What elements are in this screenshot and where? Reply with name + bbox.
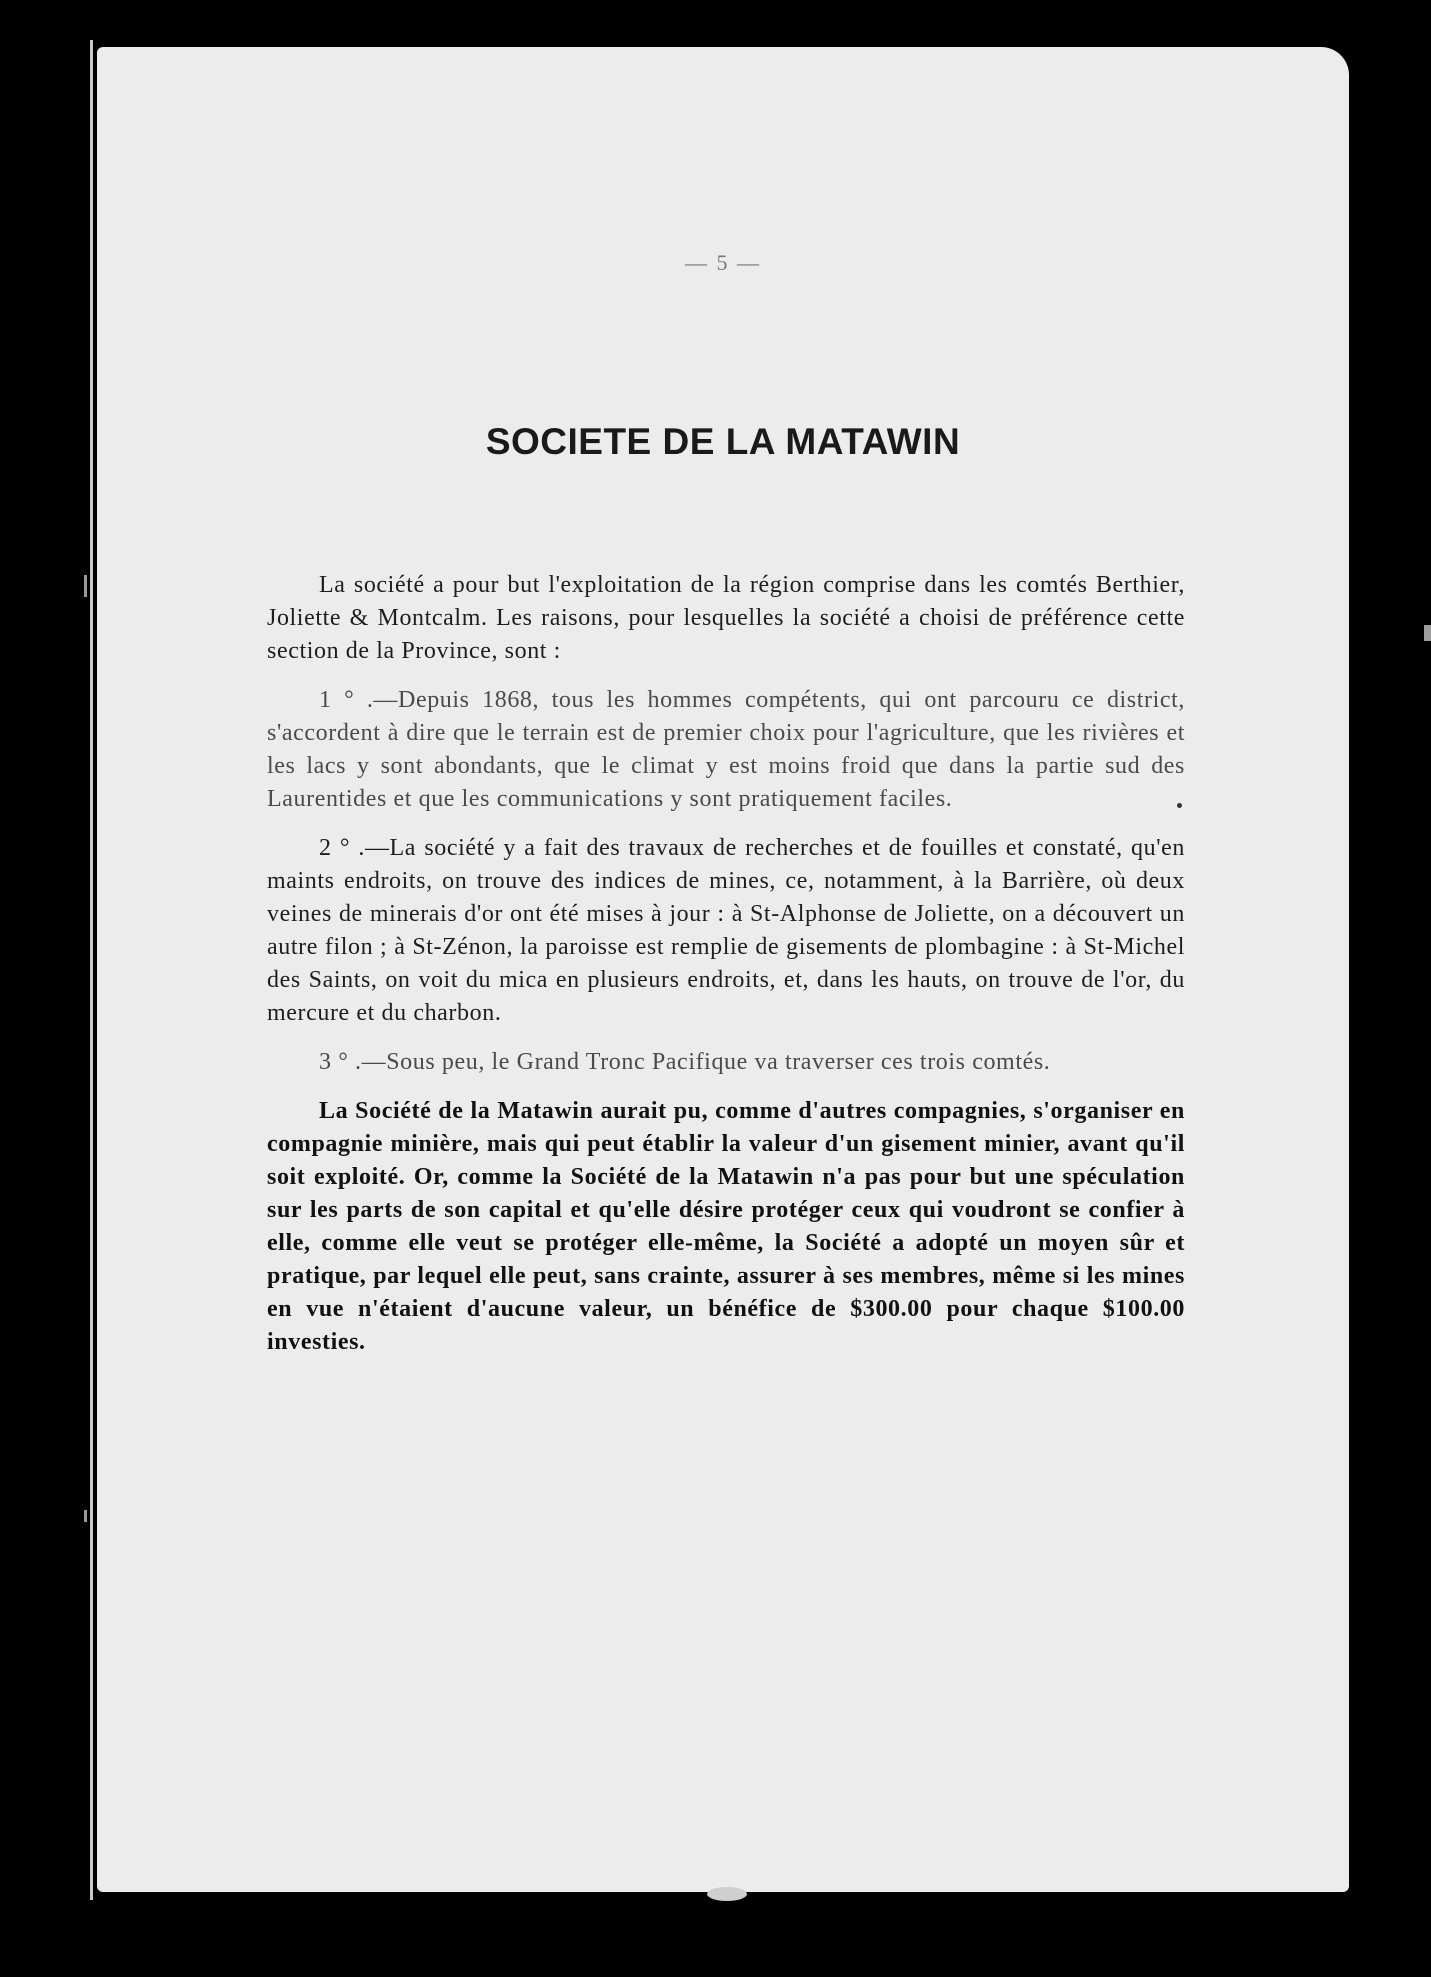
document-page <box>97 47 1349 1892</box>
paragraph-intro: La société a pour but l'exploitation de la région comprise dans les comtés Berthier, Joliette & Montcalm. Les raisons, pour lesquelles la société a choisi de préférence cette section de la Province, sont : <box>267 572 1185 664</box>
edge-mark <box>1424 625 1431 641</box>
body-text <box>267 569 1185 1375</box>
binding-edge <box>90 40 93 1900</box>
print-smudge <box>707 1887 747 1901</box>
paragraph-point-1: 1 ° .—Depuis 1868, tous les hommes compétents, qui ont parcouru ce district, s'accordent à dire que le terrain est de premier choix pour l'agriculture, que les rivières et les lacs y sont abondants, que le climat y est moins froid que dans la partie sud des Laurentides et que les communications y sont pratiquement faciles. <box>267 687 1185 812</box>
margin-mark <box>84 1510 87 1522</box>
ink-dot <box>1177 803 1182 808</box>
paragraph-point-2: 2 ° .—La société y a fait des travaux de recherches et de fouilles et constaté, qu'en maints endroits, on trouve des indices de mines, ce, notamment, à la Barrière, où deux veines de minerais d'or ont été mises à jour : à St-Alphonse de Joliette, on a découvert un autre filon ; à St-Zénon, la paroisse est remplie de gisements de plombagine : à St-Michel des Saints, on voit du mica en plusieurs endroits, et, dans les hauts, on trouve de l'or, du mercure et du charbon. <box>267 835 1185 1026</box>
page-title: SOCIETE DE LA MATAWIN <box>485 421 961 462</box>
margin-mark <box>84 575 87 597</box>
paragraph-conclusion: La Société de la Matawin aurait pu, comme d'autres compagnies, s'organiser en compagnie minière, mais qui peut établir la valeur d'un gisement minier, avant qu'il soit exploité. Or, comme la Société de la Matawin n'a pas pour but une spéculation sur les parts de son capital et qu'elle désire protéger ceux qui voudront se confier à elle, comme elle veut se protéger elle-même, la Société a adopté un moyen sûr et pratique, par lequel elle peut, sans crainte, assurer à ses membres, même si les mines en vue n'étaient d'aucune valeur, un bénéfice de $300.00 pour chaque $100.00 investies. <box>267 1098 1185 1355</box>
paragraph-point-3: 3 ° .—Sous peu, le Grand Tronc Pacifique va traverser ces trois comtés. <box>319 1049 1051 1075</box>
page-number: — 5 — <box>685 250 761 275</box>
